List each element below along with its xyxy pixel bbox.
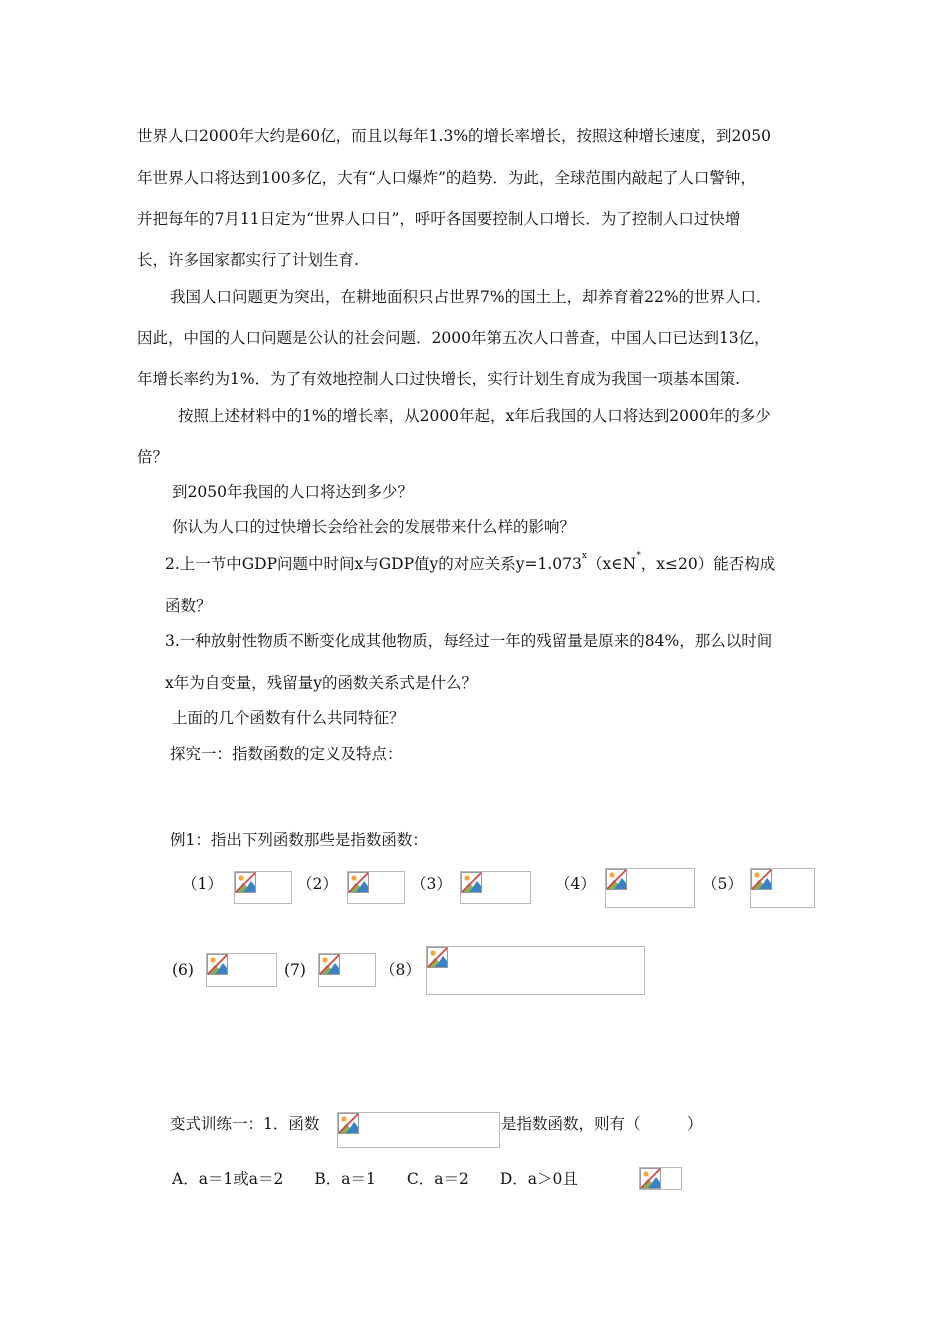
question2-text-a: 2.上一节中GDP问题中时间x与GDP值y的对应关系y=1.073 (165, 555, 582, 573)
broken-image-icon (348, 872, 369, 893)
formula-image-7 (318, 953, 376, 987)
question3-line1: 3.一种放射性物质不断变化成其他物质，每经过一年的残留量是原来的84%，那么以时间 (165, 632, 773, 650)
question2-superscript: x (581, 550, 587, 561)
formula-image-6 (206, 953, 277, 987)
broken-image-icon (235, 872, 256, 893)
paragraph1-line4: 长，许多国家都实行了计划生育. (137, 251, 359, 269)
variant-formula-image (337, 1112, 500, 1148)
formula-image-3 (460, 871, 531, 904)
example1-title: 例1：指出下列函数那些是指数函数： (170, 831, 428, 849)
question1-line2: 倍？ (137, 448, 169, 466)
explore-heading: 探究一：指数函数的定义及特点： (170, 745, 403, 763)
example1-label-3: （3） (411, 875, 452, 893)
broken-image-icon (427, 947, 448, 968)
variant-suffix: 是指数函数，则有（ ） (501, 1115, 703, 1133)
question1-line1: 按照上述材料中的1%的增长率，从2000年起，x年后我国的人口将达到2000年的多少 (178, 407, 771, 425)
question2-superscript-star: * (636, 550, 641, 561)
formula-image-8 (426, 946, 645, 995)
paragraph1-line1: 世界人口2000年大约是60亿，而且以每年1.3%的增长率增长，按照这种增长速度，到2050 (137, 127, 771, 145)
example1-label-7: (7) (284, 961, 306, 979)
paragraph2-line3: 年增长率约为1%．为了有效地控制人口过快增长，实行计划生育成为我国一项基本国策. (137, 370, 741, 388)
variant-options: A．a＝1或a＝2 B．a＝1 C．a＝2 D．a＞0且 (172, 1170, 578, 1188)
example1-label-8: （8） (380, 961, 421, 979)
question2-text-b: （x∈N (586, 555, 637, 573)
question1-line3: 到2050年我国的人口将达到多少？ (172, 483, 413, 501)
paragraph2-line1: 我国人口问题更为突出，在耕地面积只占世界7%的国土上，却养育着22%的世界人口． (170, 288, 772, 306)
example1-label-6: (6) (172, 961, 194, 979)
question2-line2: 函数？ (165, 597, 212, 615)
formula-image-1 (234, 871, 292, 904)
example1-label-4: （4） (555, 875, 596, 893)
common-feature-question: 上面的几个函数有什么共同特征？ (172, 709, 405, 727)
formula-image-5 (750, 868, 815, 908)
broken-image-icon (319, 954, 340, 975)
option-d-formula-image (639, 1167, 682, 1190)
broken-image-icon (606, 869, 627, 890)
broken-image-icon (640, 1168, 661, 1189)
formula-image-4 (605, 868, 695, 908)
paragraph1-line2: 年世界人口将达到100多亿，大有“人口爆炸”的趋势．为此，全球范围内敲起了人口警钟， (137, 169, 756, 187)
formula-image-2 (347, 871, 405, 904)
paragraph1-line3: 并把每年的7月11日定为“世界人口日”，呼吁各国要控制人口增长．为了控制人口过快增 (137, 210, 741, 228)
broken-image-icon (207, 954, 228, 975)
question1-line4: 你认为人口的过快增长会给社会的发展带来什么样的影响？ (172, 518, 576, 536)
example1-label-5: （5） (702, 875, 743, 893)
question3-line2: x年为自变量，残留量y的函数关系式是什么？ (165, 674, 477, 692)
question2-text-c: ，x≤20）能否构成 (640, 555, 776, 573)
paragraph2-line2: 因此，中国的人口问题是公认的社会问题．2000年第五次人口普查，中国人口已达到13亿， (137, 329, 770, 347)
broken-image-icon (751, 869, 772, 890)
example1-label-1: （1） (182, 875, 223, 893)
broken-image-icon (338, 1113, 359, 1134)
broken-image-icon (461, 872, 482, 893)
variant-prefix: 变式训练一：1．函数 (170, 1115, 320, 1133)
example1-label-2: （2） (297, 875, 338, 893)
question2-line1 (165, 550, 776, 574)
